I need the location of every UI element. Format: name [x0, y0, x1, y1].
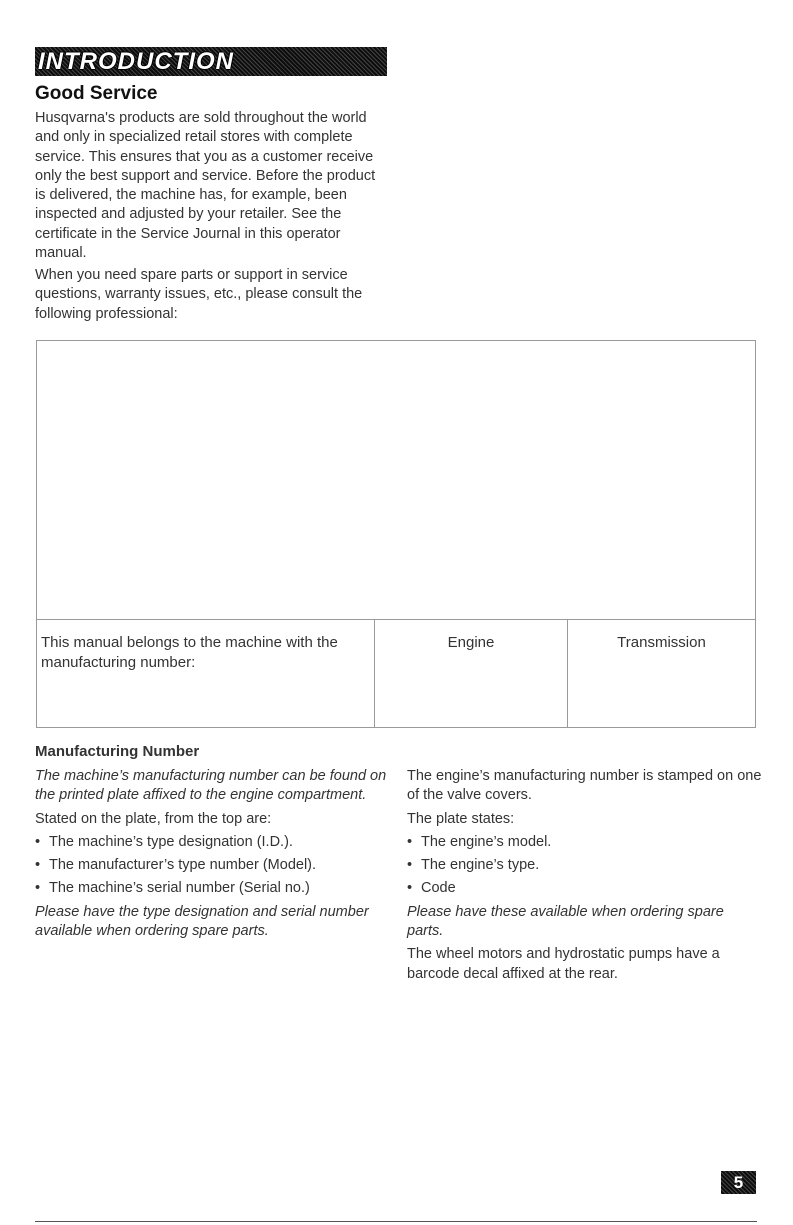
bullet-icon: •	[407, 880, 413, 897]
manufacturing-right-column	[407, 767, 762, 988]
machine-ordering-note: Please have the type designation and serial number available when ordering spare parts.	[35, 903, 369, 940]
list-item: • The manufacturer’s type number (Model).	[35, 856, 390, 875]
engine-ordering-note: Please have these available when ordering spare parts.	[407, 903, 724, 940]
manufacturing-number-table	[36, 619, 756, 728]
manufacturing-left-column	[35, 767, 390, 945]
transmission-number-label: Transmission	[617, 634, 706, 651]
bullet-icon: •	[35, 880, 41, 897]
bullet-icon: •	[407, 833, 413, 850]
list-item: • The machine’s type designation (I.D.).	[35, 833, 390, 852]
engine-plate-intro: The engine’s manufacturing number is stamped on one of the valve covers.	[407, 768, 762, 804]
dealer-info-box	[36, 340, 756, 619]
page-number: 5	[721, 1171, 756, 1194]
list-item: • The machine’s serial number (Serial no.)	[35, 879, 390, 898]
machine-plate-intro: The machine’s manufacturing number can be found on the printed plate affixed to the engine compartment.	[35, 768, 387, 804]
good-service-paragraph: Husqvarna's products are sold throughout the world and only in specialized retail stores with complete service. This ensures that you as a customer receive only the best support and service. Before the product is delivered, the machine has, for example, been inspected and adjusted by your retailer. See the certificate in the Service Journal in this operator manual.	[35, 110, 376, 262]
engine-number-label: Engine	[447, 634, 495, 651]
bullet-icon: •	[35, 833, 41, 850]
manufacturing-number-heading: Manufacturing Number	[35, 743, 200, 760]
barcode-note: The wheel motors and hydrostatic pumps have a barcode decal affixed at the rear.	[407, 946, 720, 982]
transmission-number-cell	[568, 620, 755, 727]
list-item: • The engine’s model.	[407, 833, 762, 852]
section-banner	[35, 47, 387, 76]
plate-stated-text: Stated on the plate, from the top are:	[35, 810, 272, 827]
plate-states-text: The plate states:	[407, 810, 515, 827]
support-paragraph: When you need spare parts or support in service questions, warranty issues, etc., please consult the following professional:	[35, 267, 363, 322]
list-item: • The engine’s type.	[407, 856, 762, 875]
engine-plate-list	[407, 833, 762, 899]
bullet-icon: •	[35, 857, 41, 874]
machine-plate-list	[35, 833, 390, 899]
engine-number-cell	[375, 620, 568, 727]
machine-number-cell	[37, 620, 375, 727]
section-banner-title: INTRODUCTION	[38, 48, 234, 75]
footer-rule	[35, 1221, 757, 1222]
good-service-heading: Good Service	[35, 83, 158, 104]
list-item: • Code	[407, 879, 762, 898]
bullet-icon: •	[407, 857, 413, 874]
machine-number-label: This manual belongs to the machine with the manufacturing number:	[41, 634, 338, 671]
